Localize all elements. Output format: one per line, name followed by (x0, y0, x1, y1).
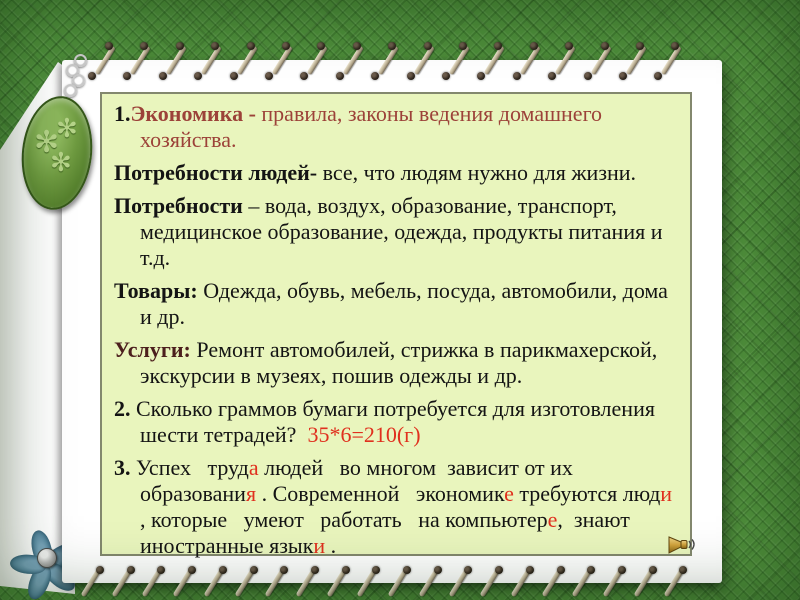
text-run: . Современной экономик (256, 481, 505, 506)
text-run: 2. (114, 396, 136, 421)
audio-speaker-icon[interactable] (666, 528, 698, 560)
paragraph (114, 396, 678, 448)
binding-hole (353, 42, 361, 50)
textbox-content (114, 101, 678, 559)
paragraph (114, 193, 678, 271)
binding-hole (557, 566, 565, 574)
binding-hole (230, 72, 238, 80)
binding-hole (459, 42, 467, 50)
binding-hole (513, 72, 521, 80)
binding-hole (311, 566, 319, 574)
text-run: , знают иностранные язык (140, 507, 647, 558)
binding-hole (336, 72, 344, 80)
text-run: правила, законы ведения домашнего хозяйства. (140, 101, 608, 152)
binding-hole (127, 566, 135, 574)
text-run: е (504, 481, 514, 506)
text-run: Потребности (114, 193, 249, 218)
text-run: людей во многом зависит от их образовани (140, 455, 579, 506)
text-run: и (660, 481, 673, 506)
binding-hole (636, 42, 644, 50)
binding-hole (265, 72, 273, 80)
text-run: 1. (114, 101, 131, 126)
binding-hole (601, 42, 609, 50)
binding-hole (250, 566, 258, 574)
binding-hole (619, 72, 627, 80)
binding-hole (342, 566, 350, 574)
binding-hole (219, 566, 227, 574)
text-run: Одежда, обувь, мебель, посуда, автомобили, дома и др. (140, 278, 674, 329)
text-run: , которые умеют работать на компьютер (140, 481, 678, 532)
binding-hole (247, 42, 255, 50)
chain-link (64, 84, 77, 97)
text-run: – вода, воздух, образование, транспорт, медицинское образование, одежда, продукты питания и т.д. (140, 193, 668, 270)
binding-hole (530, 42, 538, 50)
green-pendant-charm-icon (16, 58, 116, 218)
binding-hole (403, 566, 411, 574)
text-run: Экономика - (130, 101, 262, 126)
pendant-flower-glyph: ✻ (50, 148, 72, 177)
text-run: . (325, 533, 337, 558)
binding-hole (159, 72, 167, 80)
speaker-cone (669, 537, 681, 553)
paragraph (114, 278, 678, 330)
flower-brad-center (37, 548, 57, 568)
pendant-flower-glyph: ✻ (56, 114, 78, 143)
text-run: Товары: (114, 278, 204, 303)
sound-wave (692, 540, 694, 550)
binding-hole (442, 72, 450, 80)
binding-hole (434, 566, 442, 574)
sound-wave (689, 541, 691, 548)
binding-hole (407, 72, 415, 80)
text-run: а (248, 455, 259, 480)
text-run: я (245, 481, 257, 506)
text-run: 35*6=210(г) (307, 422, 421, 447)
binding-hole (282, 42, 290, 50)
text-run: е (547, 507, 558, 532)
text-run: Услуги: (114, 337, 197, 362)
text-run: Успех труд (136, 455, 249, 480)
paragraph (114, 455, 678, 559)
text-run: Потребности людей- (114, 160, 323, 185)
paragraph (114, 160, 678, 186)
text-run: и (313, 533, 326, 558)
text-run: требуются люд (513, 481, 661, 506)
text-run: Ремонт автомобилей, стрижка в парикмахерской, экскурсии в музеях, пошив одежды и др. (140, 337, 663, 388)
binding-hole (176, 42, 184, 50)
binding-hole (96, 566, 104, 574)
pendant-flower-glyph: ✻ (34, 126, 60, 159)
paragraph (114, 101, 678, 153)
binding-hole (105, 42, 113, 50)
binding-hole (424, 42, 432, 50)
paragraph (114, 337, 678, 389)
speaker-driver (681, 541, 687, 549)
binding-hole (526, 566, 534, 574)
binding-hole (618, 566, 626, 574)
binding-hole (584, 72, 592, 80)
text-run: 3. (114, 455, 136, 480)
text-run: Сколько граммов бумаги потребуется для изготовления шести тетрадей? (136, 396, 661, 447)
content-textbox (100, 92, 692, 556)
text-run: все, что людям нужно для жизни. (322, 160, 637, 185)
binding-hole (649, 566, 657, 574)
